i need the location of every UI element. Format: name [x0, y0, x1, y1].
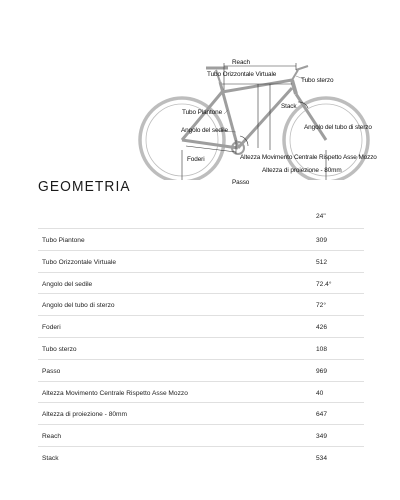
label-virtual-top-tube: Tubo Orizzontale Virtuale	[207, 71, 277, 78]
row-value: 349	[316, 433, 328, 441]
row-value: 72°	[316, 302, 326, 310]
label-standover: Altezza di proiezione - 80mm	[262, 167, 342, 174]
row-value: 108	[316, 345, 328, 353]
label-head-tube: Tubo sterzo	[301, 77, 334, 84]
geometry-diagram	[0, 0, 400, 186]
row-value: 72.4°	[316, 280, 332, 288]
label-reach: Reach	[232, 59, 250, 66]
size-column-header: 24"	[316, 213, 326, 220]
row-value: 309	[316, 237, 328, 244]
table-row	[38, 228, 364, 250]
table-row	[38, 293, 364, 315]
row-value: 969	[316, 367, 328, 375]
label-chainstays: Foderi	[187, 156, 205, 163]
row-value: 647	[316, 411, 328, 419]
table-row	[38, 424, 364, 446]
row-label: Foderi	[42, 324, 61, 332]
handlebar	[296, 66, 308, 70]
row-label: Tubo sterzo	[42, 345, 77, 353]
row-label: Stack	[42, 454, 59, 462]
row-label: Altezza Movimento Centrale Rispetto Asse Mozzo	[42, 389, 188, 397]
label-head-angle: Angolo del tubo di sterzo	[304, 124, 372, 131]
row-value: 512	[316, 258, 328, 266]
row-label: Angolo del sedile	[42, 280, 93, 288]
row-label: Reach	[42, 433, 62, 441]
table-row	[38, 446, 364, 468]
label-bb-offset: Altezza Movimento Centrale Rispetto Asse Mozzo	[240, 154, 377, 161]
table-row	[38, 272, 364, 294]
table-row	[38, 381, 364, 403]
geometry-table	[38, 228, 364, 468]
row-label: Passo	[42, 367, 61, 375]
row-label: Tubo Orizzontale Virtuale	[42, 258, 117, 266]
table-row	[38, 250, 364, 272]
label-seat-angle: Angolo del sedile	[181, 127, 228, 134]
page-title: GEOMETRIA	[38, 178, 131, 195]
table-row	[38, 359, 364, 381]
label-wheelbase: Passo	[232, 179, 250, 186]
stem	[292, 70, 298, 80]
row-label: Angolo del tubo di sterzo	[42, 302, 115, 310]
head-tube	[292, 80, 296, 94]
bike-illustration	[0, 0, 400, 180]
row-value: 426	[316, 324, 328, 332]
table-row	[38, 315, 364, 337]
row-value: 534	[316, 454, 328, 462]
table-row	[38, 337, 364, 359]
top-tube	[222, 80, 292, 92]
table-row	[38, 402, 364, 424]
row-label: Tubo Piantone	[42, 237, 85, 244]
label-stack: Stack	[281, 103, 297, 110]
row-label: Altezza di proiezione - 80mm	[42, 411, 128, 419]
row-value: 40	[316, 389, 324, 397]
label-seat-tube: Tubo Piantone	[182, 109, 223, 116]
